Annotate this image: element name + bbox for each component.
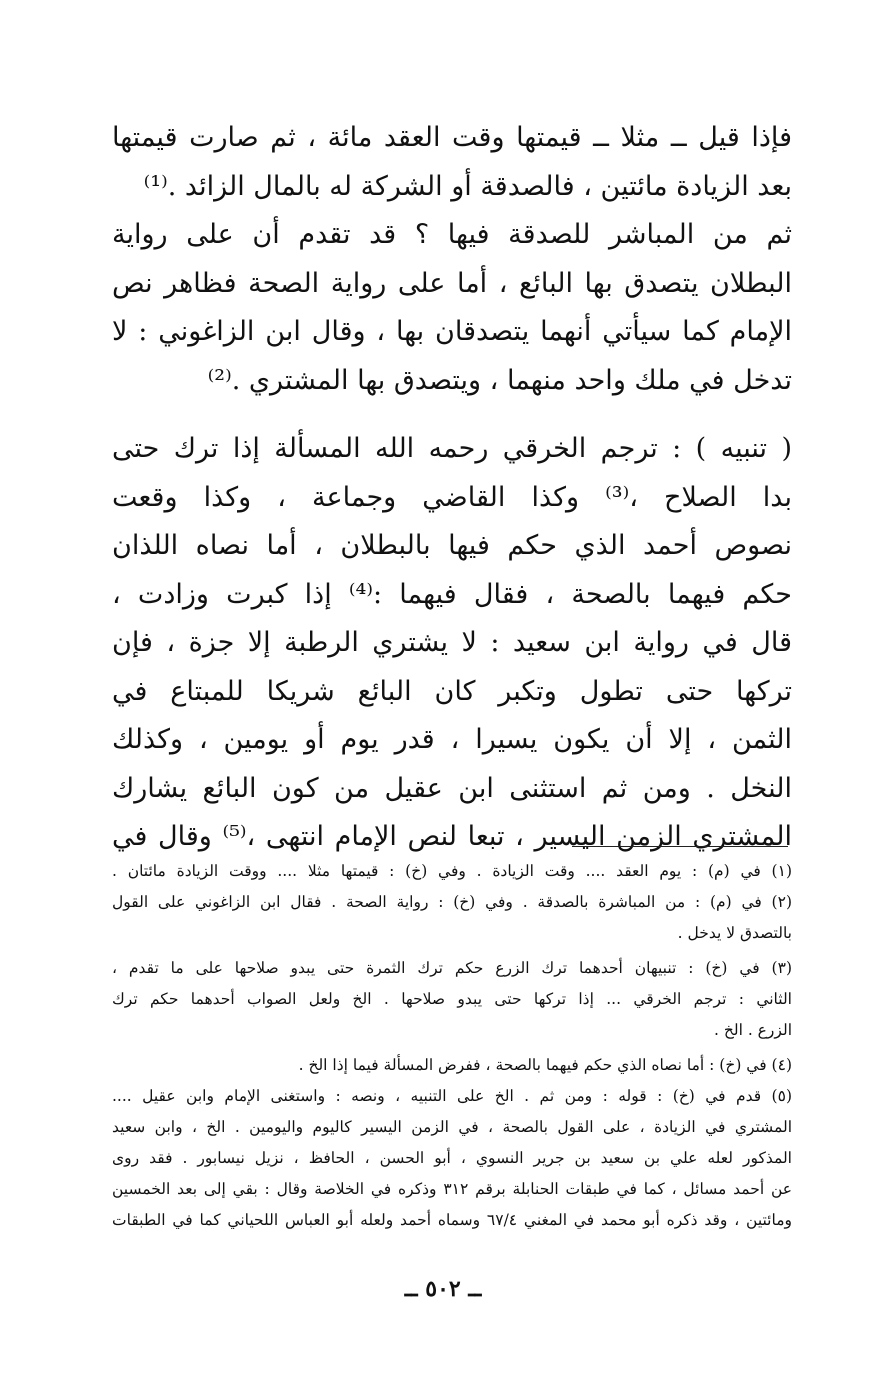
footnote-line: بالتصدق لا يدخل . bbox=[677, 924, 792, 942]
footnote-line: (٢) في (م) : من المباشرة بالصدقة . وفي (خ) : رواية الصحة . فقال ابن الزاغوني على القول bbox=[112, 893, 792, 911]
body-line: تدخل في ملك واحد منهما ، ويتصدق بها المشتري .⁽²⁾ bbox=[207, 364, 792, 396]
body-line: ( تنبيه ) : ترجم الخرقي رحمه الله المسألة إذا ترك حتى bbox=[112, 433, 792, 464]
footnote-line: عن أحمد مسائل ، كما في طبقات الحنابلة برقم ٣١٢ وذكره في الخلاصة وقال : بقي إلى بعد الخمسين bbox=[112, 1180, 792, 1198]
body-line: الثمن ، إلا أن يكون يسيرا ، قدر يوم أو يومين ، وكذلك bbox=[112, 724, 792, 755]
body-line: المشتري الزمن اليسير ، تبعا لنص الإمام انتهى ،⁽⁵⁾ وقال في bbox=[112, 821, 792, 852]
footnote-line: (٣) في (خ) : تنبيهان أحدهما ترك الزرع حكم ترك الثمرة حتى يبدو صلاحها على ما تقدم ، bbox=[112, 959, 792, 977]
body-line: فإذا قيل ــ مثلا ــ قيمتها وقت العقد مائة ، ثم صارت قيمتها bbox=[112, 122, 792, 153]
footnote-line: المذكور لعله علي بن سعيد بن جرير النسوي ، أبو الحسن ، الحافظ ، نزيل نيسابور . فقد روى bbox=[112, 1149, 792, 1167]
body-line: بدا الصلاح ،⁽³⁾ وكذا القاضي وجماعة ، وكذا وقعت bbox=[112, 481, 792, 513]
footnote-line: (٤) في (خ) : أما نصاه الذي حكم فيهما بالصحة ، ففرض المسألة فيما إذا الخ . bbox=[298, 1056, 792, 1074]
footnote-line: (٥) قدم في (خ) : قوله : ومن ثم . الخ على التنبيه ، ونصه : واستغنى الإمام وابن عقيل .... bbox=[112, 1087, 792, 1105]
body-line: تركها حتى تطول وتكبر كان البائع شريكا للمبتاع في bbox=[112, 675, 792, 707]
footnote-separator bbox=[572, 846, 788, 847]
body-line: البطلان يتصدق بها البائع ، أما على رواية الصحة فظاهر نص bbox=[112, 267, 792, 299]
body-line: حكم فيهما بالصحة ، فقال فيهما :⁽⁴⁾ إذا كبرت وزادت ، bbox=[112, 578, 792, 610]
body-line: ثم من المباشر للصدقة فيها ؟ قد تقدم أن على رواية bbox=[112, 219, 792, 250]
footnote-line: المشتري في الزيادة ، على القول بالصحة ، في الزمن اليسير كاليوم واليومين . الخ ، وابن سعيد bbox=[112, 1118, 792, 1136]
body-line: بعد الزيادة مائتين ، فالصدقة أو الشركة له بالمال الزائد .⁽¹⁾ bbox=[143, 170, 792, 202]
main-text bbox=[112, 114, 792, 862]
body-line: النخل . ومن ثم استثنى ابن عقيل من كون البائع يشارك bbox=[112, 772, 792, 804]
body-line: قال في رواية ابن سعيد : لا يشتري الرطبة إلا جزة ، فإن bbox=[112, 627, 792, 658]
page-number: ــ ٥٠٢ ــ bbox=[404, 1276, 482, 1302]
footnote-line: (١) في (م) : يوم العقد .... وقت الزيادة . وفي (خ) : قيمتها مثلا .... ووقت الزيادة مائتان . bbox=[112, 862, 792, 880]
body-line: الإمام كما سيأتي أنهما يتصدقان بها ، وقال ابن الزاغوني : لا bbox=[112, 316, 792, 347]
footnote-line: الثاني : ترجم الخرقي ... إذا تركها حتى يبدو صلاحها . الخ ولعل الصواب أحدهما حكم ترك bbox=[112, 990, 792, 1008]
footnote-line: الزرع . الخ . bbox=[714, 1021, 792, 1039]
footnotes bbox=[112, 856, 792, 1236]
footnote-line: ومائتين ، وقد ذكره أبو محمد في المغني ٦٧/٤ وسماه أحمد ولعله أبو العباس اللحياني كما في الطبقات bbox=[112, 1211, 792, 1229]
body-line: نصوص أحمد الذي حكم فيها بالبطلان ، أما نصاه اللذان bbox=[112, 530, 792, 561]
